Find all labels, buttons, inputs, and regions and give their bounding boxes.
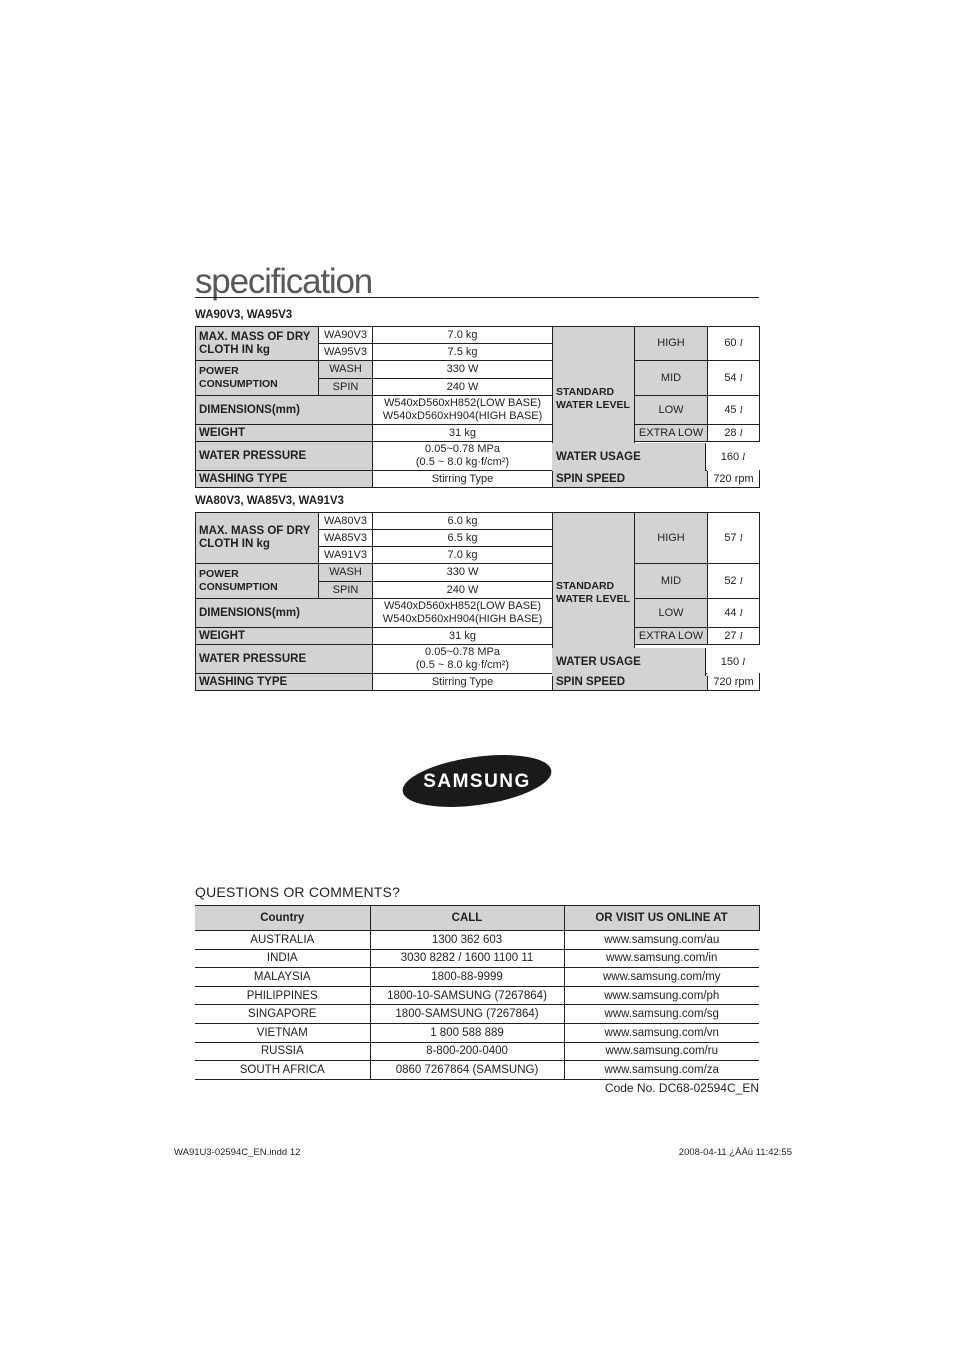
footer-timestamp: 2008-04-11 ¿ÀÀü 11:42:55 xyxy=(678,1147,792,1158)
power-label: POWER CONSUMPTION xyxy=(196,564,319,599)
spin-label: SPIN xyxy=(319,379,373,396)
water-usage-value: 160 l xyxy=(707,443,759,471)
table-row xyxy=(195,1023,759,1042)
spin-value: 240 W xyxy=(373,582,553,599)
level-name: EXTRA LOW xyxy=(635,425,708,442)
spin-speed-value: 720 rpm xyxy=(708,471,760,488)
pressure-label: WATER PRESSURE xyxy=(196,442,373,471)
mass-model: WA91V3 xyxy=(319,547,373,564)
dimensions-label: DIMENSIONS(mm) xyxy=(196,396,373,425)
spin-speed-label: SPIN SPEED xyxy=(553,471,708,488)
dimensions-value: W540xD560xH852(LOW BASE) W540xD560xH904(HIGH BASE) xyxy=(373,599,553,628)
level-name: MID xyxy=(635,361,708,396)
mass-value: 6.5 kg xyxy=(373,530,553,547)
water-usage-label: WATER USAGE xyxy=(552,648,706,676)
mass-model: WA95V3 xyxy=(319,344,373,361)
mass-value: 7.0 kg xyxy=(373,327,553,344)
level-value: 57 l xyxy=(708,513,760,564)
mass-value: 7.5 kg xyxy=(373,344,553,361)
contact-table xyxy=(195,905,760,1080)
level-value: 60 l xyxy=(708,327,760,361)
call: 8-800-200-0400 xyxy=(370,1042,564,1061)
table-row xyxy=(195,1061,759,1080)
header-call: CALL xyxy=(370,906,564,931)
water-usage-value: 150 l xyxy=(707,648,759,676)
level-name: HIGH xyxy=(635,327,708,361)
call: 1 800 588 889 xyxy=(370,1023,564,1042)
weight-label: WEIGHT xyxy=(196,425,373,442)
level-name: EXTRA LOW xyxy=(635,628,708,645)
website: www.samsung.com/my xyxy=(564,968,759,987)
standard-water-level-label: STANDARD WATER LEVEL xyxy=(553,513,635,674)
website: www.samsung.com/in xyxy=(564,949,759,968)
code-number: Code No. DC68-02594C_EN xyxy=(604,1081,759,1095)
footer-file-info: WA91U3-02594C_EN.indd 12 xyxy=(174,1147,301,1158)
mass-model: WA90V3 xyxy=(319,327,373,344)
samsung-logo xyxy=(400,754,554,808)
level-name: LOW xyxy=(635,396,708,425)
call: 1800-10-SAMSUNG (7267864) xyxy=(370,986,564,1005)
website: www.samsung.com/ph xyxy=(564,986,759,1005)
washing-type-value: Stirring Type xyxy=(373,674,553,691)
level-value: 54 l xyxy=(708,361,760,396)
wash-label: WASH xyxy=(319,361,373,379)
call: 1800-SAMSUNG (7267864) xyxy=(370,1005,564,1024)
model-heading-1: WA90V3, WA95V3 xyxy=(195,309,293,321)
power-label: POWER CONSUMPTION xyxy=(196,361,319,396)
header-online: OR VISIT US ONLINE AT xyxy=(564,906,759,931)
page-title: specification xyxy=(195,262,373,301)
level-value: 28 l xyxy=(708,425,760,442)
model-heading-2: WA80V3, WA85V3, WA91V3 xyxy=(195,495,344,507)
table-row xyxy=(195,1042,759,1061)
table-row xyxy=(195,949,759,968)
dimensions-label: DIMENSIONS(mm) xyxy=(196,599,373,628)
level-value: 27 l xyxy=(708,628,760,645)
pressure-value: 0.05~0.78 MPa (0.5 ~ 8.0 kg·f/cm²) xyxy=(373,645,553,674)
table-row xyxy=(195,986,759,1005)
website: www.samsung.com/ru xyxy=(564,1042,759,1061)
water-usage-label: WATER USAGE xyxy=(552,443,706,471)
mass-model: WA85V3 xyxy=(319,530,373,547)
mass-label: MAX. MASS OF DRY CLOTH IN kg xyxy=(196,513,319,564)
dimensions-value: W540xD560xH852(LOW BASE) W540xD560xH904(HIGH BASE) xyxy=(373,396,553,425)
country: MALAYSIA xyxy=(195,968,370,987)
level-name: LOW xyxy=(635,599,708,628)
level-name: MID xyxy=(635,564,708,599)
country: AUSTRALIA xyxy=(195,931,370,950)
level-name: HIGH xyxy=(635,513,708,564)
table-row xyxy=(195,931,759,950)
country: PHILIPPINES xyxy=(195,986,370,1005)
water-usage-row-1 xyxy=(552,443,759,471)
spin-speed-value: 720 rpm xyxy=(708,674,760,691)
level-value: 52 l xyxy=(708,564,760,599)
country: SOUTH AFRICA xyxy=(195,1061,370,1080)
table-row xyxy=(195,968,759,987)
pressure-label: WATER PRESSURE xyxy=(196,645,373,674)
website: www.samsung.com/vn xyxy=(564,1023,759,1042)
level-value: 45 l xyxy=(708,396,760,425)
country: SINGAPORE xyxy=(195,1005,370,1024)
spin-label: SPIN xyxy=(319,582,373,599)
call: 1800-88-9999 xyxy=(370,968,564,987)
wash-value: 330 W xyxy=(373,564,553,582)
washing-type-value: Stirring Type xyxy=(373,471,553,488)
call: 3030 8282 / 1600 1100 11 xyxy=(370,949,564,968)
level-value: 44 l xyxy=(708,599,760,628)
call: 0860 7267864 (SAMSUNG) xyxy=(370,1061,564,1080)
mass-value: 7.0 kg xyxy=(373,547,553,564)
samsung-logo-text: SAMSUNG xyxy=(423,771,531,792)
header-country: Country xyxy=(195,906,370,931)
mass-label: MAX. MASS OF DRY CLOTH IN kg xyxy=(196,327,319,361)
washing-type-label: WASHING TYPE xyxy=(196,674,373,691)
weight-value: 31 kg xyxy=(373,425,553,442)
spin-value: 240 W xyxy=(373,379,553,396)
wash-label: WASH xyxy=(319,564,373,582)
country: RUSSIA xyxy=(195,1042,370,1061)
table-row xyxy=(195,1005,759,1024)
country: INDIA xyxy=(195,949,370,968)
washing-type-label: WASHING TYPE xyxy=(196,471,373,488)
standard-water-level-label: STANDARD WATER LEVEL xyxy=(553,327,635,471)
spin-speed-label: SPIN SPEED xyxy=(553,674,708,691)
mass-value: 6.0 kg xyxy=(373,513,553,530)
title-rule xyxy=(195,297,759,298)
call: 1300 362 603 xyxy=(370,931,564,950)
weight-value: 31 kg xyxy=(373,628,553,645)
water-usage-row-2 xyxy=(552,648,759,676)
weight-label: WEIGHT xyxy=(196,628,373,645)
wash-value: 330 W xyxy=(373,361,553,379)
website: www.samsung.com/za xyxy=(564,1061,759,1080)
website: www.samsung.com/au xyxy=(564,931,759,950)
country: VIETNAM xyxy=(195,1023,370,1042)
contact-header-row xyxy=(195,906,759,931)
mass-model: WA80V3 xyxy=(319,513,373,530)
pressure-value: 0.05~0.78 MPa (0.5 ~ 8.0 kg·f/cm²) xyxy=(373,442,553,471)
website: www.samsung.com/sg xyxy=(564,1005,759,1024)
questions-title: QUESTIONS OR COMMENTS? xyxy=(195,884,401,900)
